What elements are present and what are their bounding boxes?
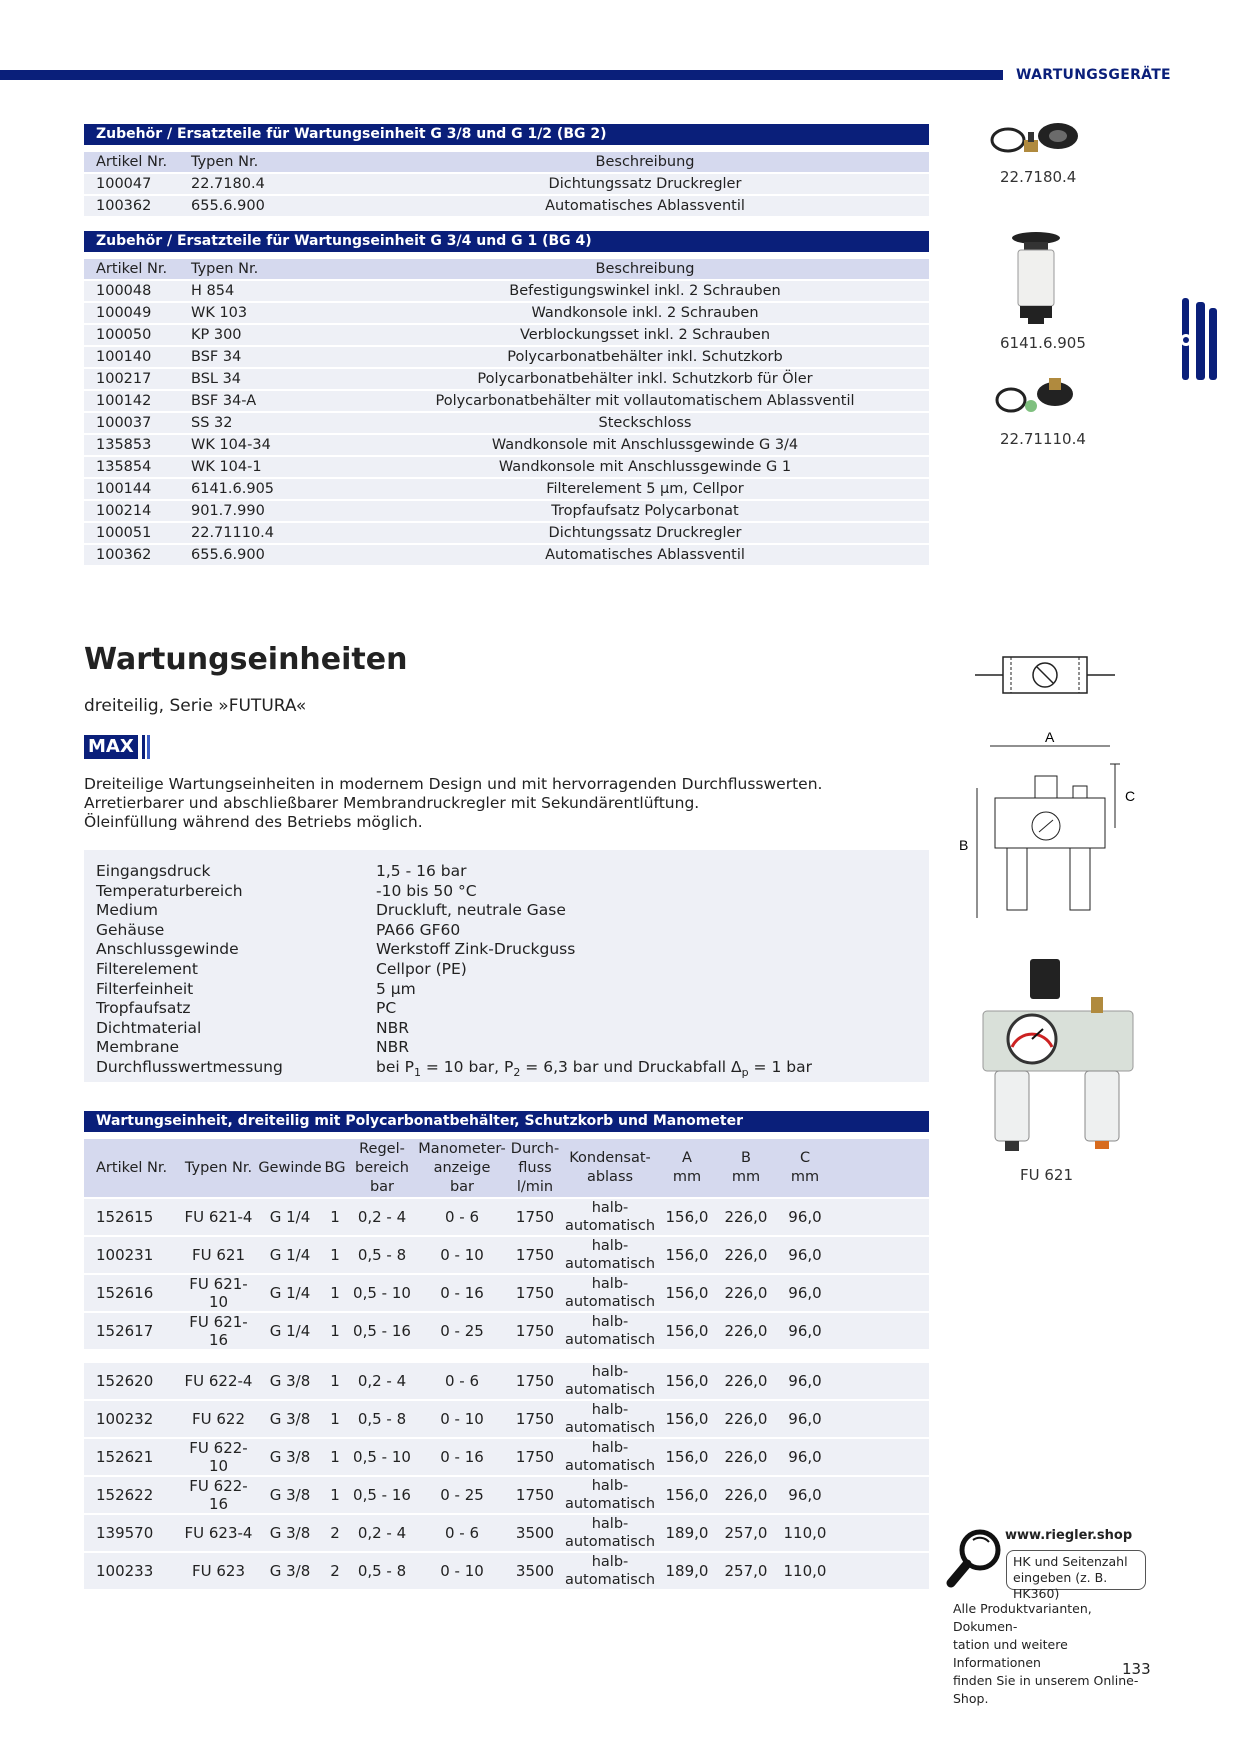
filter-element-caption: 6141.6.905 [1000, 334, 1086, 352]
table-cell: 96,0 [775, 1275, 835, 1311]
table-cell: G 3/8 [257, 1553, 323, 1589]
table-cell: 0,5 - 16 [347, 1313, 417, 1349]
spec-row [96, 921, 916, 940]
table-cell: BSL 34 [191, 369, 361, 389]
table-cell: 152620 [84, 1363, 180, 1399]
table-cell: 226,0 [717, 1439, 775, 1475]
table-cell: 1750 [507, 1237, 563, 1273]
table-cell: 2 [323, 1553, 347, 1589]
shop-note: Alle Produktvarianten, Dokumen- tation und weitere Informationen finden Sie in unserem Online-Shop. [953, 1601, 1139, 1706]
spec-label: Filterelement [96, 960, 198, 978]
max-badge [84, 735, 150, 759]
table-cell: 0,5 - 8 [347, 1553, 417, 1589]
table-cell: 135854 [84, 457, 191, 477]
table-cell: 100051 [84, 523, 191, 543]
table-cell: 0 - 10 [417, 1553, 507, 1589]
table-cell: 96,0 [775, 1477, 835, 1513]
spec-label: Filterfeinheit [96, 979, 194, 998]
table-row [84, 303, 929, 323]
table-cell: 96,0 [775, 1363, 835, 1399]
table-cell-spacer [835, 1313, 929, 1349]
table-cell: 96,0 [775, 1439, 835, 1475]
table-cell: 1 [323, 1199, 347, 1235]
table-cell: FU 622 [180, 1401, 257, 1437]
table-cell: SS 32 [191, 413, 361, 433]
table-cell: 226,0 [717, 1275, 775, 1311]
table-cell: 1 [323, 1313, 347, 1349]
table-cell: BSF 34-A [191, 391, 361, 411]
table-cell: 0 - 10 [417, 1237, 507, 1273]
table-cell: 655.6.900 [191, 545, 361, 565]
table-cell: 156,0 [657, 1401, 717, 1437]
table-cell: 96,0 [775, 1313, 835, 1349]
spec-label: Anschlussgewinde [96, 940, 239, 959]
table-cell: 226,0 [717, 1477, 775, 1513]
table-cell: 100037 [84, 413, 191, 433]
table-cell: BSF 34 [191, 347, 361, 367]
spec-row [96, 1019, 916, 1038]
spec-row [96, 1038, 916, 1057]
table-cell: 0 - 6 [417, 1199, 507, 1235]
table-cell: Steckschloss [361, 413, 929, 433]
table-cell: Polycarbonatbehälter mit vollautomatischem Ablassventil [361, 391, 929, 411]
spec-row [96, 980, 916, 999]
table-cell: 257,0 [717, 1515, 775, 1551]
spec-row [96, 940, 916, 959]
table-cell: 156,0 [657, 1477, 717, 1513]
table-cell: 100233 [84, 1553, 180, 1589]
table-cell: Wandkonsole inkl. 2 Schrauben [361, 303, 929, 323]
table-cell: 0 - 10 [417, 1401, 507, 1437]
table-cell: 0,5 - 8 [347, 1401, 417, 1437]
table-cell: 139570 [84, 1515, 180, 1551]
table-cell: FU 622-4 [180, 1363, 257, 1399]
table-cell: Dichtungssatz Druckregler [361, 174, 929, 194]
table-cell: G 1/4 [257, 1237, 323, 1273]
table-cell: FU 621-10 [180, 1275, 257, 1311]
table-row [84, 1401, 929, 1437]
table-cell: 2 [323, 1515, 347, 1551]
table-cell: 189,0 [657, 1553, 717, 1589]
shop-search-hint: HK und Seitenzahl eingeben (z. B. HK360) [1006, 1550, 1146, 1590]
spec-value: bei $P_1 = 10$ bar, $P_2 = 6,3$ bar und Druckabfall $\Delta_p = 1$ bar [376, 1058, 812, 1080]
table-cell: 152621 [84, 1439, 180, 1475]
table-row [84, 325, 929, 345]
dimension-drawing [955, 728, 1135, 928]
table-cell-kondensat: halb- automatisch [564, 1238, 656, 1272]
accessories-bg2-header: Zubehör / Ersatzteile für Wartungseinheit G 3/8 und G 1/2 (BG 2) [84, 124, 929, 145]
table-cell: 156,0 [657, 1199, 717, 1235]
table-cell: Filterelement 5 µm, Cellpor [361, 479, 929, 499]
svg-text:A: A [1045, 729, 1055, 745]
table-cell: G 1/4 [257, 1313, 323, 1349]
table-cell-spacer [835, 1439, 929, 1475]
table-cell: 226,0 [717, 1313, 775, 1349]
col-b: B mm [717, 1139, 775, 1197]
table-cell: 0 - 16 [417, 1439, 507, 1475]
table-cell: 0,5 - 8 [347, 1237, 417, 1273]
spec-value: NBR [376, 1038, 409, 1057]
table-cell: H 854 [191, 281, 361, 301]
col-regelbereich: Regel- bereich bar [347, 1139, 417, 1197]
column-header: Artikel Nr. [84, 152, 191, 172]
table-cell: G 3/8 [257, 1477, 323, 1513]
spec-value: Werkstoff Zink-Druckguss [376, 940, 576, 959]
spec-label: Gehäuse [96, 920, 165, 939]
table-cell: 1750 [507, 1313, 563, 1349]
table-row [84, 501, 929, 521]
table-cell: 1750 [507, 1439, 563, 1475]
svg-text:B: B [959, 837, 969, 853]
table-row [84, 1199, 929, 1235]
magnifier-icon [945, 1528, 1003, 1590]
table-row [84, 523, 929, 543]
spec-row [96, 960, 916, 979]
table-cell: 3500 [507, 1515, 563, 1551]
table-cell: 96,0 [775, 1199, 835, 1235]
table-cell: 1750 [507, 1275, 563, 1311]
table-row [84, 196, 929, 216]
table-cell-kondensat: halb- automatisch [564, 1276, 656, 1310]
accessories-bg4-table [84, 257, 929, 567]
spec-value: PC [376, 999, 397, 1018]
col-spacer [835, 1139, 929, 1197]
table-cell: 100049 [84, 303, 191, 323]
table-cell: 0,5 - 10 [347, 1275, 417, 1311]
table-cell: KP 300 [191, 325, 361, 345]
table-row [84, 435, 929, 455]
table-cell-kondensat: halb- automatisch [564, 1478, 656, 1512]
table-cell: Wandkonsole mit Anschlussgewinde G 1 [361, 457, 929, 477]
specifications-box [84, 850, 929, 1082]
table-cell: 100217 [84, 369, 191, 389]
column-header: Beschreibung [361, 152, 929, 172]
table-cell: 100048 [84, 281, 191, 301]
accessories-bg2-table [84, 150, 929, 218]
table-row [84, 174, 929, 194]
table-cell: G 3/8 [257, 1401, 323, 1437]
table-cell: G 3/8 [257, 1515, 323, 1551]
spec-label: Temperaturbereich [96, 881, 243, 900]
table-cell: 0 - 16 [417, 1275, 507, 1311]
table-cell: 1750 [507, 1199, 563, 1235]
column-header: Beschreibung [361, 259, 929, 279]
shop-url[interactable]: www.riegler.shop [1005, 1528, 1133, 1543]
table-cell: WK 104-34 [191, 435, 361, 455]
table-cell: 152622 [84, 1477, 180, 1513]
table-cell: 100231 [84, 1237, 180, 1273]
table-cell: 100142 [84, 391, 191, 411]
table-cell: G 3/8 [257, 1363, 323, 1399]
spec-row-flow [96, 1058, 916, 1080]
table-cell: Verblockungsset inkl. 2 Schrauben [361, 325, 929, 345]
column-header: Typen Nr. [191, 259, 361, 279]
maintenance-unit-tab-icon [1176, 298, 1220, 382]
table-row [84, 347, 929, 367]
svg-text:C: C [1125, 788, 1135, 804]
table-row [84, 391, 929, 411]
col-c: C mm [775, 1139, 835, 1197]
table-cell-kondensat: halb- automatisch [564, 1554, 656, 1588]
spec-value: NBR [376, 1018, 409, 1037]
product-image-caption: FU 621 [1020, 1166, 1074, 1184]
table-cell: Automatisches Ablassventil [361, 196, 929, 216]
accessories-bg4-header: Zubehör / Ersatzteile für Wartungseinheit G 3/4 und G 1 (BG 4) [84, 231, 929, 252]
table-row [84, 369, 929, 389]
table-row [84, 1363, 929, 1399]
table-cell: 100362 [84, 196, 191, 216]
column-header: Artikel Nr. [84, 259, 191, 279]
table-cell: Polycarbonatbehälter inkl. Schutzkorb [361, 347, 929, 367]
spec-row [96, 862, 916, 881]
table-cell: FU 622-10 [180, 1439, 257, 1475]
table-cell: 1750 [507, 1477, 563, 1513]
table-row [84, 413, 929, 433]
table-cell: 156,0 [657, 1313, 717, 1349]
description-line: Dreiteilige Wartungseinheiten in modernem Design und mit hervorragenden Durchflusswerten. [84, 775, 823, 793]
page-title: Wartungseinheiten [84, 642, 408, 677]
table-cell: Tropfaufsatz Polycarbonat [361, 501, 929, 521]
table-row [84, 1515, 929, 1551]
units-table-header: Wartungseinheit, dreiteilig mit Polycarbonatbehälter, Schutzkorb und Manometer [84, 1111, 929, 1132]
table-cell: 6141.6.905 [191, 479, 361, 499]
table-cell: Wandkonsole mit Anschlussgewinde G 3/4 [361, 435, 929, 455]
table-cell: FU 622-16 [180, 1477, 257, 1513]
section-label: WARTUNGSGERÄTE [1016, 67, 1171, 83]
table-cell: 110,0 [775, 1515, 835, 1551]
table-cell: 655.6.900 [191, 196, 361, 216]
table-column-header-row [84, 1139, 929, 1197]
table-cell: G 3/8 [257, 1439, 323, 1475]
table-cell-spacer [835, 1363, 929, 1399]
table-cell: 1 [323, 1477, 347, 1513]
table-row [84, 545, 929, 565]
table-cell-kondensat: halb- automatisch [564, 1516, 656, 1550]
table-cell-spacer [835, 1477, 929, 1513]
col-bg: BG [323, 1139, 347, 1197]
table-cell: 96,0 [775, 1401, 835, 1437]
table-cell: 156,0 [657, 1439, 717, 1475]
table-cell: FU 623 [180, 1553, 257, 1589]
table-cell: 100140 [84, 347, 191, 367]
description-line: Öleinfüllung während des Betriebs möglich. [84, 813, 423, 831]
table-cell: 0 - 6 [417, 1363, 507, 1399]
table-cell: 1750 [507, 1401, 563, 1437]
spec-value: Cellpor (PE) [376, 960, 467, 978]
pressure-regulator-seal-kit-caption: 22.71110.4 [1000, 430, 1086, 448]
table-cell: 22.71110.4 [191, 523, 361, 543]
table-cell: Automatisches Ablassventil [361, 545, 929, 565]
pneumatic-symbol-diagram [975, 653, 1115, 697]
table-row [84, 479, 929, 499]
table-cell: 100214 [84, 501, 191, 521]
table-cell-spacer [835, 1275, 929, 1311]
table-cell-kondensat: halb- automatisch [564, 1440, 656, 1474]
table-row [84, 1313, 929, 1349]
column-header: Typen Nr. [191, 152, 361, 172]
table-cell: WK 104-1 [191, 457, 361, 477]
table-cell: 226,0 [717, 1237, 775, 1273]
table-cell: 100232 [84, 1401, 180, 1437]
table-cell: 22.7180.4 [191, 174, 361, 194]
table-row [84, 1477, 929, 1513]
table-cell-spacer [835, 1553, 929, 1589]
table-cell: 135853 [84, 435, 191, 455]
col-artikel: Artikel Nr. [84, 1139, 180, 1197]
table-cell: 156,0 [657, 1237, 717, 1273]
table-cell: 901.7.990 [191, 501, 361, 521]
spec-label: Eingangsdruck [96, 862, 211, 880]
seal-kit-caption: 22.7180.4 [1000, 168, 1077, 186]
table-cell: Dichtungssatz Druckregler [361, 523, 929, 543]
table-cell: 156,0 [657, 1363, 717, 1399]
table-cell: 226,0 [717, 1363, 775, 1399]
table-cell: FU 621-16 [180, 1313, 257, 1349]
filter-element-image [1010, 232, 1062, 324]
spec-value: Druckluft, neutrale Gase [376, 901, 566, 920]
table-cell: G 1/4 [257, 1275, 323, 1311]
max-badge-bars [142, 735, 150, 759]
spec-value: 5 µm [376, 979, 416, 998]
table-cell: 1 [323, 1401, 347, 1437]
col-manometer: Manometer- anzeige bar [417, 1139, 507, 1197]
col-kondensat: Kondensat- ablass [563, 1139, 657, 1197]
col-typen: Typen Nr. [180, 1139, 257, 1197]
spec-value: -10 bis 50 °C [376, 881, 477, 900]
table-cell-spacer [835, 1237, 929, 1273]
table-cell: 189,0 [657, 1515, 717, 1551]
spec-row [96, 999, 916, 1018]
units-table [84, 1137, 929, 1591]
table-group-gap [84, 1351, 929, 1361]
table-cell-kondensat: halb- automatisch [564, 1364, 656, 1398]
table-row [84, 1439, 929, 1475]
table-row [84, 1553, 929, 1589]
spec-label: Medium [96, 901, 158, 920]
col-gewinde: Gewinde [257, 1139, 323, 1197]
table-cell-spacer [835, 1401, 929, 1437]
table-cell: 100362 [84, 545, 191, 565]
table-cell: 0,5 - 10 [347, 1439, 417, 1475]
table-cell: 152617 [84, 1313, 180, 1349]
fu621-product-image [975, 955, 1140, 1155]
spec-row [96, 882, 916, 901]
table-cell: 0 - 25 [417, 1477, 507, 1513]
table-cell: WK 103 [191, 303, 361, 323]
table-cell: Polycarbonatbehälter inkl. Schutzkorb für Öler [361, 369, 929, 389]
table-cell: Befestigungswinkel inkl. 2 Schrauben [361, 281, 929, 301]
table-column-header-row [84, 259, 929, 279]
seal-kit-image [990, 120, 1080, 158]
subtitle: dreiteilig, Serie »FUTURA« [84, 696, 307, 716]
table-cell: 96,0 [775, 1237, 835, 1273]
table-cell: FU 621-4 [180, 1199, 257, 1235]
table-cell: 0,5 - 16 [347, 1477, 417, 1513]
table-cell: 1750 [507, 1363, 563, 1399]
table-cell: 1 [323, 1363, 347, 1399]
spec-label: Dichtmaterial [96, 1018, 202, 1037]
spec-row [96, 901, 916, 920]
table-cell: 100144 [84, 479, 191, 499]
table-cell-spacer [835, 1199, 929, 1235]
table-cell: 1 [323, 1275, 347, 1311]
table-cell: 0,2 - 4 [347, 1363, 417, 1399]
table-cell: FU 623-4 [180, 1515, 257, 1551]
table-cell: 1 [323, 1439, 347, 1475]
description-line: Arretierbarer und abschließbarer Membrandruckregler mit Sekundärentlüftung. [84, 794, 700, 812]
table-column-header-row [84, 152, 929, 172]
table-cell: 0,2 - 4 [347, 1515, 417, 1551]
table-cell-spacer [835, 1515, 929, 1551]
table-row [84, 281, 929, 301]
table-cell-kondensat: halb- automatisch [564, 1200, 656, 1234]
table-cell-kondensat: halb- automatisch [564, 1402, 656, 1436]
table-row [84, 457, 929, 477]
spec-value: PA66 GF60 [376, 920, 461, 939]
spec-label: Membrane [96, 1038, 180, 1057]
table-row [84, 1237, 929, 1273]
page-number: 133 [1122, 1660, 1151, 1678]
table-cell: 226,0 [717, 1401, 775, 1437]
table-cell: 100047 [84, 174, 191, 194]
table-cell: 1 [323, 1237, 347, 1273]
table-cell: 0,2 - 4 [347, 1199, 417, 1235]
description [84, 775, 844, 832]
table-cell: 0 - 25 [417, 1313, 507, 1349]
pressure-regulator-seal-kit-image [995, 376, 1077, 418]
table-cell: 152615 [84, 1199, 180, 1235]
spec-value: 1,5 - 16 bar [376, 862, 467, 880]
table-cell: 0 - 6 [417, 1515, 507, 1551]
spec-label: Tropfaufsatz [96, 999, 191, 1018]
table-cell: 3500 [507, 1553, 563, 1589]
table-cell: 156,0 [657, 1275, 717, 1311]
table-cell: 226,0 [717, 1199, 775, 1235]
table-cell: G 1/4 [257, 1199, 323, 1235]
col-durchfluss: Durch- fluss l/min [507, 1139, 563, 1197]
table-cell-kondensat: halb- automatisch [564, 1314, 656, 1348]
col-a: A mm [657, 1139, 717, 1197]
spec-label: Durchflusswertmessung [96, 1058, 283, 1076]
header-bar [0, 70, 1003, 80]
table-cell: FU 621 [180, 1237, 257, 1273]
table-cell: 257,0 [717, 1553, 775, 1589]
table-row [84, 1275, 929, 1311]
table-cell: 110,0 [775, 1553, 835, 1589]
max-badge-label: MAX [84, 735, 138, 759]
table-cell: 152616 [84, 1275, 180, 1311]
table-cell: 100050 [84, 325, 191, 345]
table-group-gap-cell [84, 1351, 929, 1361]
